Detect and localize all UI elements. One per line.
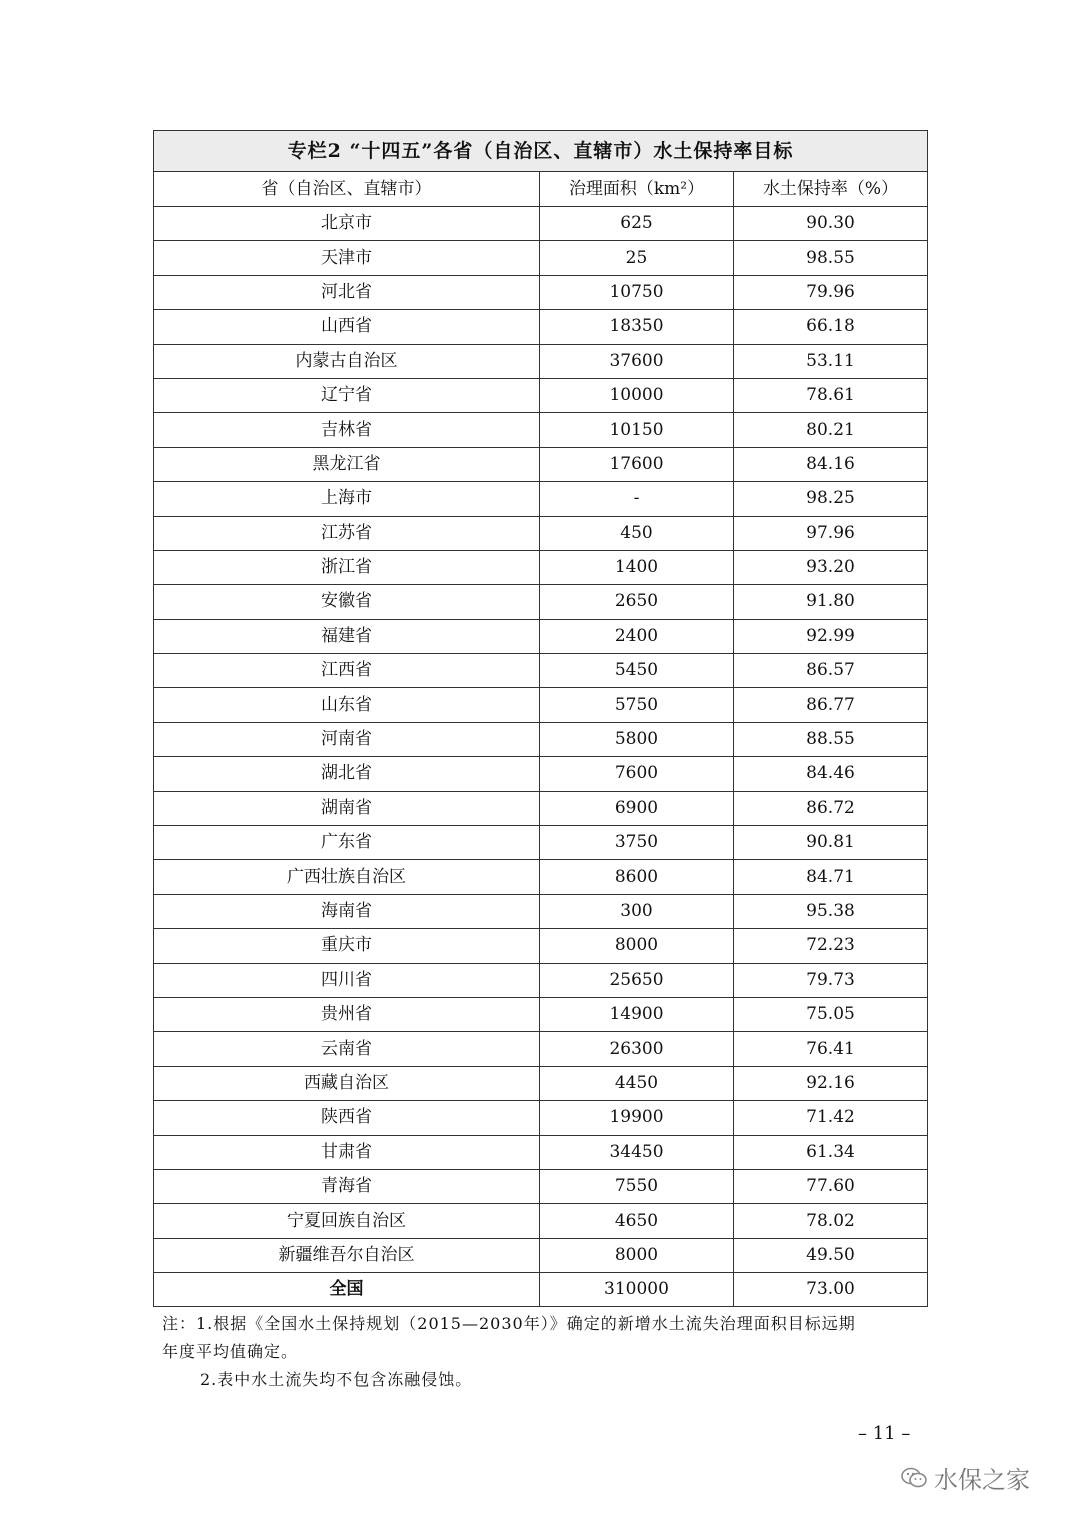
cell-rate: 98.25	[734, 482, 928, 516]
cell-rate: 91.80	[734, 585, 928, 619]
cell-area: -	[540, 482, 734, 516]
cell-rate: 78.02	[734, 1204, 928, 1238]
table-row	[154, 275, 928, 309]
cell-area: 4650	[540, 1204, 734, 1238]
table-row	[154, 860, 928, 894]
table-row	[154, 1032, 928, 1066]
cell-area: 7600	[540, 757, 734, 791]
cell-province: 江苏省	[154, 516, 540, 550]
cell-area: 1400	[540, 550, 734, 584]
table-row	[154, 963, 928, 997]
cell-area: 14900	[540, 997, 734, 1031]
cell-area: 10000	[540, 378, 734, 412]
cell-province: 广西壮族自治区	[154, 860, 540, 894]
table-row	[154, 585, 928, 619]
cell-rate: 90.81	[734, 826, 928, 860]
cell-area: 19900	[540, 1101, 734, 1135]
cell-province: 黑龙江省	[154, 447, 540, 481]
cell-area: 34450	[540, 1135, 734, 1169]
cell-province: 新疆维吾尔自治区	[154, 1238, 540, 1272]
cell-province: 辽宁省	[154, 378, 540, 412]
cell-province: 吉林省	[154, 413, 540, 447]
table-row	[154, 1066, 928, 1100]
soil-conservation-table	[153, 130, 928, 1307]
cell-province: 海南省	[154, 894, 540, 928]
cell-rate: 78.61	[734, 378, 928, 412]
table-row	[154, 241, 928, 275]
cell-rate: 77.60	[734, 1169, 928, 1203]
note-line-3: 2.表中水土流失均不包含冻融侵蚀。	[200, 1370, 473, 1389]
cell-rate: 72.23	[734, 929, 928, 963]
cell-rate: 92.16	[734, 1066, 928, 1100]
page-number: – 11 –	[858, 1423, 911, 1444]
table-row	[154, 516, 928, 550]
table-row	[154, 1135, 928, 1169]
cell-province: 甘肃省	[154, 1135, 540, 1169]
cell-province: 云南省	[154, 1032, 540, 1066]
cell-area: 5450	[540, 654, 734, 688]
table-title: 专栏2 “十四五”各省（自治区、直辖市）水土保持率目标	[154, 131, 928, 172]
total-area: 310000	[540, 1273, 734, 1307]
table-row	[154, 757, 928, 791]
cell-province: 江西省	[154, 654, 540, 688]
total-rate: 73.00	[734, 1273, 928, 1307]
table-row	[154, 447, 928, 481]
cell-rate: 92.99	[734, 619, 928, 653]
cell-rate: 86.77	[734, 688, 928, 722]
cell-area: 25650	[540, 963, 734, 997]
header-province: 省（自治区、直辖市）	[154, 172, 540, 207]
table-row	[154, 1169, 928, 1203]
cell-province: 河南省	[154, 722, 540, 756]
cell-province: 河北省	[154, 275, 540, 309]
table-row	[154, 688, 928, 722]
cell-province: 安徽省	[154, 585, 540, 619]
cell-province: 宁夏回族自治区	[154, 1204, 540, 1238]
cell-rate: 84.46	[734, 757, 928, 791]
cell-rate: 84.71	[734, 860, 928, 894]
cell-area: 450	[540, 516, 734, 550]
cell-area: 10150	[540, 413, 734, 447]
cell-rate: 84.16	[734, 447, 928, 481]
cell-province: 内蒙古自治区	[154, 344, 540, 378]
cell-rate: 86.72	[734, 791, 928, 825]
cell-province: 北京市	[154, 207, 540, 241]
cell-area: 10750	[540, 275, 734, 309]
table-row	[154, 1101, 928, 1135]
table-row	[154, 997, 928, 1031]
cell-rate: 98.55	[734, 241, 928, 275]
cell-province: 湖南省	[154, 791, 540, 825]
cell-area: 7550	[540, 1169, 734, 1203]
table-row	[154, 207, 928, 241]
cell-rate: 97.96	[734, 516, 928, 550]
watermark	[900, 1460, 1030, 1495]
table-row	[154, 310, 928, 344]
cell-area: 3750	[540, 826, 734, 860]
wechat-icon	[900, 1466, 928, 1490]
table-row	[154, 482, 928, 516]
cell-province: 重庆市	[154, 929, 540, 963]
cell-rate: 79.96	[734, 275, 928, 309]
cell-rate: 90.30	[734, 207, 928, 241]
table-row	[154, 791, 928, 825]
cell-province: 陕西省	[154, 1101, 540, 1135]
cell-area: 4450	[540, 1066, 734, 1100]
cell-area: 300	[540, 894, 734, 928]
cell-rate: 88.55	[734, 722, 928, 756]
cell-area: 625	[540, 207, 734, 241]
cell-province: 青海省	[154, 1169, 540, 1203]
table-row	[154, 550, 928, 584]
table-total-row	[154, 1273, 928, 1307]
cell-province: 福建省	[154, 619, 540, 653]
cell-province: 山西省	[154, 310, 540, 344]
cell-rate: 66.18	[734, 310, 928, 344]
table-row	[154, 1238, 928, 1272]
cell-rate: 95.38	[734, 894, 928, 928]
cell-rate: 75.05	[734, 997, 928, 1031]
table-row	[154, 654, 928, 688]
cell-province: 浙江省	[154, 550, 540, 584]
cell-rate: 79.73	[734, 963, 928, 997]
table-row	[154, 344, 928, 378]
table-row	[154, 619, 928, 653]
cell-area: 2400	[540, 619, 734, 653]
cell-rate: 86.57	[734, 654, 928, 688]
cell-area: 18350	[540, 310, 734, 344]
cell-province: 西藏自治区	[154, 1066, 540, 1100]
cell-rate: 80.21	[734, 413, 928, 447]
cell-province: 四川省	[154, 963, 540, 997]
table-row	[154, 894, 928, 928]
cell-area: 17600	[540, 447, 734, 481]
header-rate: 水土保持率（%）	[734, 172, 928, 207]
cell-province: 天津市	[154, 241, 540, 275]
cell-area: 8600	[540, 860, 734, 894]
cell-area: 5750	[540, 688, 734, 722]
cell-area: 8000	[540, 1238, 734, 1272]
table-header-row	[154, 172, 928, 207]
watermark-text: 水保之家	[934, 1466, 1030, 1494]
cell-rate: 61.34	[734, 1135, 928, 1169]
cell-area: 2650	[540, 585, 734, 619]
header-area: 治理面积（km²）	[540, 172, 734, 207]
table-row	[154, 929, 928, 963]
table-title-row	[154, 131, 928, 172]
total-name: 全国	[154, 1273, 540, 1307]
table-row	[154, 413, 928, 447]
cell-province: 贵州省	[154, 997, 540, 1031]
cell-province: 山东省	[154, 688, 540, 722]
table-row	[154, 722, 928, 756]
cell-rate: 76.41	[734, 1032, 928, 1066]
note-line-1: 注：1.根据《全国水土保持规划（2015—2030年）》确定的新增水土流失治理面积目标远期	[162, 1314, 856, 1333]
cell-rate: 53.11	[734, 344, 928, 378]
cell-area: 6900	[540, 791, 734, 825]
cell-rate: 49.50	[734, 1238, 928, 1272]
note-line-2: 年度平均值确定。	[162, 1342, 299, 1361]
cell-province: 湖北省	[154, 757, 540, 791]
table-row	[154, 378, 928, 412]
cell-area: 37600	[540, 344, 734, 378]
cell-area: 26300	[540, 1032, 734, 1066]
table-row	[154, 826, 928, 860]
cell-rate: 93.20	[734, 550, 928, 584]
cell-province: 上海市	[154, 482, 540, 516]
cell-area: 25	[540, 241, 734, 275]
cell-rate: 71.42	[734, 1101, 928, 1135]
table-row	[154, 1204, 928, 1238]
cell-area: 5800	[540, 722, 734, 756]
cell-area: 8000	[540, 929, 734, 963]
cell-province: 广东省	[154, 826, 540, 860]
